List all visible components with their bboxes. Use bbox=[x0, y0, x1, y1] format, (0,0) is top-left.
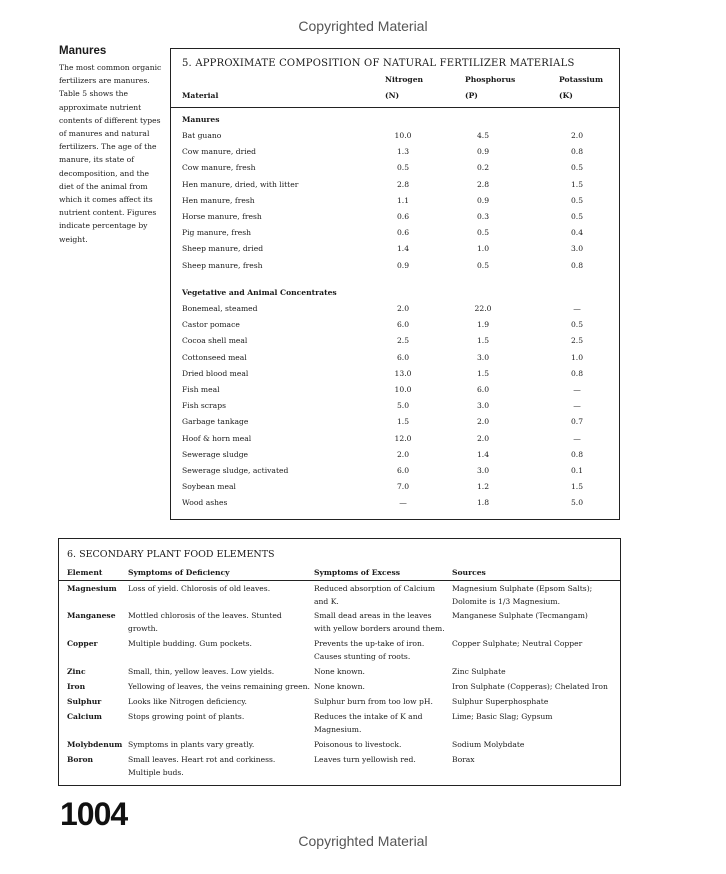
section-concentrates: Vegetative and Animal Concentrates bbox=[182, 288, 337, 297]
concentrate-row-phosphorus: 3.0 bbox=[476, 401, 490, 411]
concentrate-row-material: Cocoa shell meal bbox=[182, 336, 248, 346]
concentrate-row-nitrogen: 6.0 bbox=[396, 320, 410, 330]
concentrate-row-phosphorus: 1.5 bbox=[476, 368, 490, 378]
concentrate-row-material: Wood ashes bbox=[182, 498, 228, 508]
element-row-deficiency: Small, thin, yellow leaves. Low yields. bbox=[128, 667, 275, 676]
element-row-excess: Small dead areas in the leaves with yellow borders around them. bbox=[314, 611, 445, 633]
element-row-element: Magnesium bbox=[67, 584, 117, 593]
element-row-sources: Iron Sulphate (Copperas); Chelated Iron bbox=[452, 682, 608, 691]
concentrate-row-potassium: 5.0 bbox=[570, 498, 584, 508]
concentrate-row-material: Garbage tankage bbox=[182, 417, 249, 427]
manure-row-phosphorus: 1.0 bbox=[476, 244, 490, 254]
element-row-excess: Poisonous to livestock. bbox=[314, 740, 402, 749]
concentrate-row-phosphorus: 1.4 bbox=[476, 449, 490, 459]
concentrate-row-material: Cottonseed meal bbox=[182, 352, 247, 362]
element-row-sources: Sulphur Superphosphate bbox=[452, 697, 549, 706]
element-row-element: Molybdenum bbox=[67, 740, 123, 749]
element-row-sources: Copper Sulphate; Neutral Copper bbox=[452, 639, 583, 648]
concentrate-row-material: Hoof & horn meal bbox=[182, 433, 252, 443]
element-row-element: Zinc bbox=[67, 667, 86, 676]
concentrate-row-phosphorus: 1.8 bbox=[476, 498, 490, 508]
manure-row-phosphorus: 2.8 bbox=[476, 179, 490, 189]
copyright-header: Copyrighted Material bbox=[298, 18, 428, 34]
concentrate-row-nitrogen: 7.0 bbox=[396, 482, 410, 492]
concentrate-row-nitrogen: 12.0 bbox=[394, 433, 412, 443]
manure-row-material: Sheep manure, fresh bbox=[182, 260, 263, 270]
manure-row-material: Pig manure, fresh bbox=[182, 228, 251, 238]
manure-row-potassium: 3.0 bbox=[570, 244, 584, 254]
concentrate-row-potassium: 0.8 bbox=[570, 449, 584, 459]
table-secondary-elements bbox=[58, 538, 621, 786]
concentrate-row-phosphorus: 1.2 bbox=[476, 482, 490, 492]
manure-row-nitrogen: 1.4 bbox=[396, 244, 410, 254]
table6-header-rule bbox=[59, 580, 620, 581]
concentrate-row-potassium: — bbox=[573, 385, 581, 394]
concentrate-row-phosphorus: 1.9 bbox=[476, 320, 490, 330]
manure-row-nitrogen: 0.9 bbox=[396, 260, 410, 270]
concentrate-row-phosphorus: 3.0 bbox=[476, 352, 490, 362]
concentrate-row-potassium: 2.5 bbox=[570, 336, 584, 346]
col-nitrogen-header: Nitrogen bbox=[385, 75, 424, 84]
concentrate-row-nitrogen: 2.5 bbox=[396, 336, 410, 346]
element-row-deficiency: Stops growing point of plants. bbox=[128, 712, 245, 721]
page-number: 1004 bbox=[60, 796, 128, 832]
section-manures: Manures bbox=[182, 115, 220, 124]
element-row-deficiency: Multiple budding. Gum pockets. bbox=[128, 639, 252, 648]
manure-row-potassium: 0.4 bbox=[570, 228, 584, 238]
manure-row-potassium: 0.8 bbox=[570, 147, 584, 157]
header-rule bbox=[171, 107, 619, 108]
col-sources-header: Sources bbox=[452, 568, 486, 577]
manure-row-material: Sheep manure, dried bbox=[182, 244, 264, 254]
col-phosphorus-symbol: (P) bbox=[465, 91, 478, 100]
manure-row-potassium: 2.0 bbox=[570, 131, 584, 140]
element-row-sources: Zinc Sulphate bbox=[452, 667, 506, 676]
element-row-excess: Sulphur burn from too low pH. bbox=[314, 697, 433, 706]
manure-row-potassium: 0.8 bbox=[570, 260, 584, 270]
concentrate-row-potassium: 1.5 bbox=[570, 482, 584, 492]
col-element-header: Element bbox=[67, 568, 103, 577]
manure-row-material: Hen manure, dried, with litter bbox=[182, 179, 299, 189]
manure-row-material: Cow manure, dried bbox=[182, 147, 257, 157]
concentrate-row-material: Sewerage sludge bbox=[182, 449, 249, 459]
manure-row-phosphorus: 0.5 bbox=[476, 260, 490, 270]
col-material-header: Material bbox=[182, 91, 219, 100]
concentrate-row-material: Sewerage sludge, activated bbox=[182, 466, 289, 475]
copyright-footer: Copyrighted Material bbox=[298, 833, 428, 849]
manure-row-potassium: 0.5 bbox=[570, 163, 584, 173]
element-row-excess: None known. bbox=[314, 667, 365, 676]
concentrate-row-potassium: — bbox=[573, 401, 581, 411]
manure-row-nitrogen: 1.3 bbox=[396, 147, 410, 157]
concentrate-row-material: Bonemeal, steamed bbox=[182, 304, 258, 313]
element-row-excess: Prevents the up-take of iron. Causes stunting of roots. bbox=[314, 639, 425, 661]
col-excess-header: Symptoms of Excess bbox=[314, 568, 401, 577]
element-row-deficiency: Mottled chlorosis of the leaves. Stunted growth. bbox=[128, 611, 282, 633]
concentrate-row-nitrogen: 6.0 bbox=[396, 352, 410, 362]
concentrate-row-potassium: 0.1 bbox=[570, 466, 584, 475]
concentrate-row-phosphorus: 1.5 bbox=[476, 336, 490, 346]
element-row-element: Calcium bbox=[67, 712, 102, 721]
manure-row-material: Horse manure, fresh bbox=[182, 212, 262, 221]
table-fertilizer-composition bbox=[170, 48, 620, 520]
manure-row-material: Bat guano bbox=[182, 131, 222, 140]
concentrate-row-phosphorus: 6.0 bbox=[476, 385, 490, 394]
element-row-sources: Sodium Molybdate bbox=[452, 740, 525, 749]
concentrate-row-phosphorus: 2.0 bbox=[476, 417, 490, 427]
element-row-element: Boron bbox=[67, 755, 94, 764]
element-row-excess: Reduced absorption of Calcium and K. bbox=[314, 584, 436, 606]
element-row-deficiency: Loss of yield. Chlorosis of old leaves. bbox=[128, 584, 271, 593]
concentrate-row-potassium: 0.7 bbox=[570, 417, 584, 427]
manure-row-phosphorus: 0.3 bbox=[476, 212, 490, 221]
sidebar-heading: Manures bbox=[59, 45, 107, 57]
concentrate-row-nitrogen: 6.0 bbox=[396, 466, 410, 475]
manure-row-phosphorus: 0.9 bbox=[476, 147, 490, 157]
concentrate-row-potassium: — bbox=[573, 304, 581, 313]
element-row-sources: Manganese Sulphate (Tecmangam) bbox=[452, 611, 588, 620]
manure-row-potassium: 0.5 bbox=[570, 195, 584, 205]
col-deficiency-header: Symptoms of Deficiency bbox=[128, 568, 230, 577]
manure-row-nitrogen: 2.8 bbox=[396, 179, 410, 189]
concentrate-row-nitrogen: 10.0 bbox=[394, 385, 412, 394]
concentrate-row-phosphorus: 3.0 bbox=[476, 466, 490, 475]
element-row-element: Manganese bbox=[67, 611, 116, 620]
element-row-sources: Borax bbox=[452, 755, 475, 764]
element-row-element: Copper bbox=[67, 639, 98, 648]
concentrate-row-phosphorus: 2.0 bbox=[476, 433, 490, 443]
table6-title: 6. SECONDARY PLANT FOOD ELEMENTS bbox=[67, 549, 275, 560]
manure-row-potassium: 0.5 bbox=[570, 212, 584, 221]
element-row-deficiency: Symptoms in plants vary greatly. bbox=[128, 740, 255, 749]
manure-row-nitrogen: 0.6 bbox=[396, 228, 410, 238]
concentrate-row-material: Dried blood meal bbox=[182, 368, 249, 378]
element-row-element: Sulphur bbox=[67, 697, 102, 706]
concentrate-row-nitrogen: 2.0 bbox=[396, 449, 410, 459]
manure-row-potassium: 1.5 bbox=[570, 179, 584, 189]
manure-row-nitrogen: 0.5 bbox=[396, 163, 410, 173]
manure-row-material: Cow manure, fresh bbox=[182, 163, 256, 173]
concentrate-row-material: Fish meal bbox=[182, 385, 220, 394]
concentrate-row-potassium: — bbox=[573, 433, 581, 443]
concentrate-row-material: Fish scraps bbox=[182, 401, 226, 411]
manure-row-material: Hen manure, fresh bbox=[182, 195, 255, 205]
col-potassium-header: Potassium bbox=[559, 75, 603, 84]
concentrate-row-nitrogen: 5.0 bbox=[396, 401, 410, 411]
concentrate-row-nitrogen: 2.0 bbox=[396, 304, 410, 313]
manure-row-phosphorus: 0.9 bbox=[476, 195, 490, 205]
sidebar bbox=[59, 45, 165, 246]
manure-row-nitrogen: 10.0 bbox=[394, 131, 412, 140]
element-row-deficiency: Looks like Nitrogen deficiency. bbox=[128, 697, 247, 706]
table5-title: 5. APPROXIMATE COMPOSITION OF NATURAL FERTILIZER MATERIALS bbox=[182, 58, 575, 69]
concentrate-row-material: Castor pomace bbox=[182, 320, 240, 330]
element-row-deficiency: Yellowing of leaves, the veins remaining green. bbox=[128, 682, 310, 691]
manure-row-phosphorus: 0.2 bbox=[476, 163, 490, 173]
manure-row-nitrogen: 0.6 bbox=[396, 212, 410, 221]
concentrate-row-potassium: 1.0 bbox=[570, 352, 584, 362]
manure-row-phosphorus: 0.5 bbox=[476, 228, 490, 238]
concentrate-row-potassium: 0.5 bbox=[570, 320, 584, 330]
concentrate-row-material: Soybean meal bbox=[182, 482, 236, 492]
element-row-excess: Leaves turn yellowish red. bbox=[314, 755, 416, 764]
col-potassium-symbol: (K) bbox=[559, 91, 573, 100]
manure-row-phosphorus: 4.5 bbox=[476, 131, 490, 140]
col-phosphorus-header: Phosphorus bbox=[465, 75, 516, 84]
element-row-sources: Magnesium Sulphate (Epsom Salts); Dolomite is 1/3 Magnesium. bbox=[452, 584, 593, 606]
concentrate-row-potassium: 0.8 bbox=[570, 368, 584, 378]
element-row-excess: None known. bbox=[314, 682, 365, 691]
concentrate-row-nitrogen: 1.5 bbox=[396, 417, 410, 427]
element-row-excess: Reduces the intake of K and Magnesium. bbox=[314, 712, 423, 734]
concentrate-row-nitrogen: 13.0 bbox=[394, 368, 412, 378]
element-row-sources: Lime; Basic Slag; Gypsum bbox=[452, 712, 553, 721]
element-row-element: Iron bbox=[67, 682, 86, 691]
manure-row-nitrogen: 1.1 bbox=[396, 195, 410, 205]
concentrate-row-phosphorus: 22.0 bbox=[474, 304, 492, 313]
col-nitrogen-symbol: (N) bbox=[385, 91, 400, 100]
element-row-deficiency: Small leaves. Heart rot and corkiness. Multiple buds. bbox=[128, 755, 276, 777]
sidebar-text: The most common organic fertilizers are manures. Table 5 shows the approximate nutrient contents of different types of manures and natural fertilizers. The age of the manure, its state of decomposition, and the diet of the animal from which it comes affect its nutrient content. Figures indicate percentage by weight. bbox=[59, 63, 162, 244]
concentrate-row-nitrogen: — bbox=[399, 498, 407, 508]
